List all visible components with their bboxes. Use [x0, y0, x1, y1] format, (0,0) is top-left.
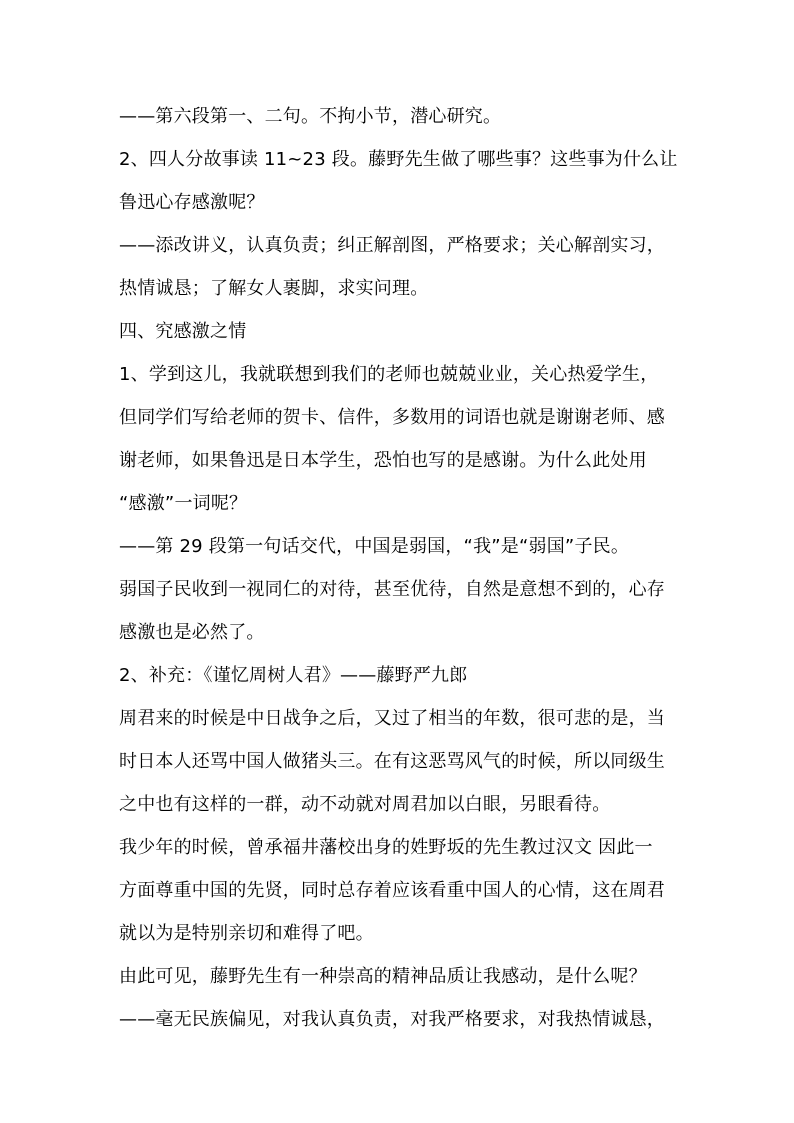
text-line-19: 方面尊重中国的先贤，同时总存着应该看重中国人的心情，这在周君: [119, 880, 665, 901]
text-line-8: 但同学们写给老师的贺卡、信件，多数用的词语也就是谢谢老师、感: [119, 407, 665, 428]
text-line-21: 由此可见，藤野先生有一种崇高的精神品质让我感动，是什么呢？: [119, 966, 647, 987]
text-line-16: 时日本人还骂中国人做猪头三。在有这恶骂风气的时候，所以同级生: [119, 751, 665, 772]
text-line-20: 就以为是特别亲切和难得了吧。: [119, 923, 374, 944]
text-line-17: 之中也有这样的一群，动不动就对周君加以白眼，另眼看待。: [119, 794, 611, 815]
text-line-2: 2、四人分故事读 11~23 段。藤野先生做了哪些事？这些事为什么让: [119, 149, 678, 170]
text-line-15: 周君来的时候是中日战争之后，又过了相当的年数，很可悲的是，当: [119, 708, 665, 729]
text-line-1: ——第六段第一、二句。不拘小节，潜心研究。: [119, 106, 502, 127]
text-line-18: 我少年的时候，曾承福井藩校出身的姓野坂的先生教过汉文 因此一: [119, 837, 653, 858]
text-line-14: 2、补充：《谨忆周树人君》——藤野严九郎: [119, 665, 468, 686]
section-heading: 四、究感激之情: [119, 321, 247, 342]
text-line-3: 鲁迅心存感激呢？: [119, 192, 265, 213]
text-line-11: ——第 29 段第一句话交代，中国是弱国，“我”是“弱国”子民。: [119, 536, 630, 557]
text-line-5: 热情诚恳；了解女人裹脚，求实问理。: [119, 278, 429, 299]
text-line-10: “感激”一词呢？: [119, 493, 248, 514]
text-line-12: 弱国子民收到一视同仁的对待，甚至优待，自然是意想不到的，心存: [119, 579, 665, 600]
text-line-7: 1、学到这儿，我就联想到我们的老师也兢兢业业，关心热爱学生，: [119, 364, 659, 385]
text-line-4: ——添改讲义，认真负责；纠正解剖图，严格要求；关心解剖实习，: [119, 235, 665, 256]
text-line-22: ——毫无民族偏见，对我认真负责，对我严格要求，对我热情诚恳，: [119, 1009, 665, 1030]
text-line-13: 感激也是必然了。: [119, 622, 265, 643]
text-line-9: 谢老师，如果鲁迅是日本学生，恐怕也写的是感谢。为什么此处用: [119, 450, 647, 471]
